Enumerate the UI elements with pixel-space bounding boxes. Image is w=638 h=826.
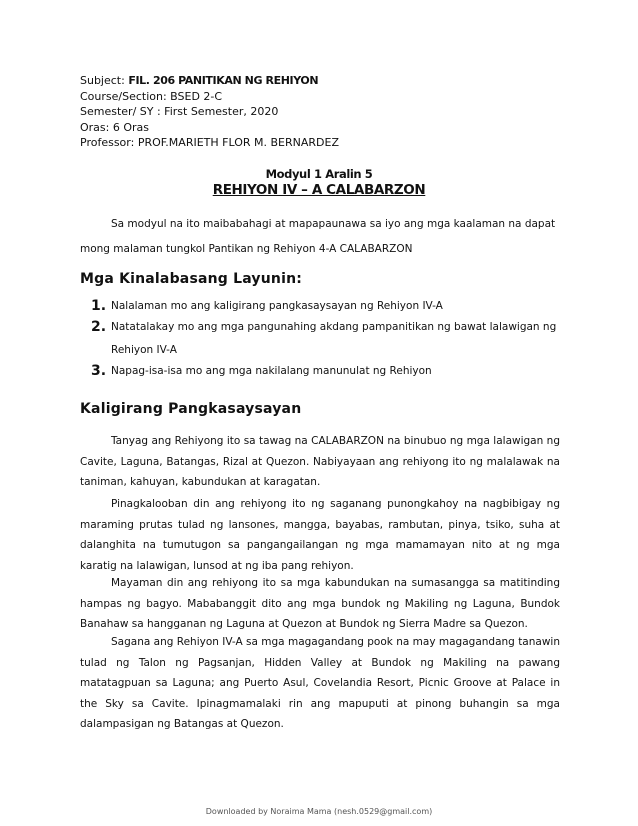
objectives-heading: Mga Kinalabasang Layunin: (80, 271, 303, 287)
history-paragraph-1 (80, 431, 560, 493)
oras-line: Oras: 6 Oras (80, 120, 150, 134)
subject-line (80, 73, 339, 89)
objective-item (91, 318, 561, 362)
document-title: REHIYON IV – A CALABARZON (212, 182, 426, 198)
objective-number: 3. (91, 363, 107, 379)
history-paragraph-3 (80, 573, 560, 635)
objective-text (111, 316, 556, 362)
history-heading: Kaligirang Pangkasaysayan (80, 401, 302, 417)
document-header-info (80, 73, 339, 151)
intro-line-2: mong malaman tungkol Pantikan ng Rehiyon 4-A CALABARZON (80, 243, 413, 255)
download-footer: Downloaded by Noraima Mama (nesh.0529@gmail.com) (205, 807, 433, 816)
subject-label: Subject: (80, 74, 125, 87)
subject-value: FIL. 206 PANITIKAN NG REHIYON (128, 74, 319, 87)
paragraph-text: Pinagkalooban din ang rehiyong ito ng saganang punongkahoy na nagbibigay ng maraming prutas tulad ng lansones, mangga, bayabas, rambutan, pinya, tsiko, suha at dalanghita na tumutugon sa pangangailangan ng mga mamamayan nito at ng mga karatig na lalawigan, lunsod at ng iba pang rehiyon. (80, 498, 560, 572)
course-section-line: Course/Section: BSED 2-C (80, 89, 223, 103)
semester-line: Semester/ SY : First Semester, 2020 (80, 105, 279, 118)
objective-text: Napag-isa-isa mo ang mga nakilalang manunulat ng Rehiyon (111, 365, 432, 377)
objective-item (91, 297, 561, 318)
objectives-list (91, 297, 561, 383)
objective-number: 1. (91, 298, 107, 314)
paragraph-text: Mayaman din ang rehiyong ito sa mga kabundukan na sumasangga sa matitinding hampas ng bagyo. Mababanggit dito ang mga bundok ng Makiling ng Laguna, Bundok Banahaw sa hangganan ng Laguna at Quezon at Bundok ng Sierra Madre sa Quezon. (80, 577, 560, 630)
objective-item (91, 362, 561, 383)
objective-text-line-2: Rehiyon IV-A (111, 344, 177, 356)
objective-text-line-1: Natatalakay mo ang mga pangunahing akdang pampanitikan ng bawat lalawigan ng (111, 321, 557, 333)
paragraph-text: Tanyag ang Rehiyong ito sa tawag na CALABARZON na binubuo ng mga lalawigan ng Cavite, Laguna, Batangas, Rizal at Quezon. Nabiyayaan ang rehiyong ito ng malalawak na taniman, kahuyan, kabundukan at karagatan. (80, 435, 560, 488)
history-paragraph-4 (80, 632, 560, 735)
objective-number: 2. (91, 319, 107, 335)
intro-paragraph (80, 212, 560, 262)
professor-line: Professor: PROF.MARIETH FLOR M. BERNARDEZ (80, 136, 339, 149)
intro-line-1: Sa modyul na ito maibabahagi at mapapaunawa sa iyo ang mga kaalaman na dapat (111, 218, 556, 230)
paragraph-text: Sagana ang Rehiyon IV-A sa mga magagandang pook na may magagandang tanawin tulad ng Talon ng Pagsanjan, Hidden Valley at Bundok ng Makiling na pawang matatagpuan sa Laguna; ang Puerto Asul, Covelandia Resort, Picnic Groove at Palace in the Sky sa Cavite. Ipinagmamalaki rin ang mapuputi at pinong buhangin sa mga dalampasigan ng Batangas at Quezon. (80, 636, 560, 730)
objective-text: Nalalaman mo ang kaligirang pangkasaysayan ng Rehiyon IV-A (111, 300, 443, 312)
module-label: Modyul 1 Aralin 5 (265, 167, 373, 181)
history-paragraph-2 (80, 494, 560, 576)
